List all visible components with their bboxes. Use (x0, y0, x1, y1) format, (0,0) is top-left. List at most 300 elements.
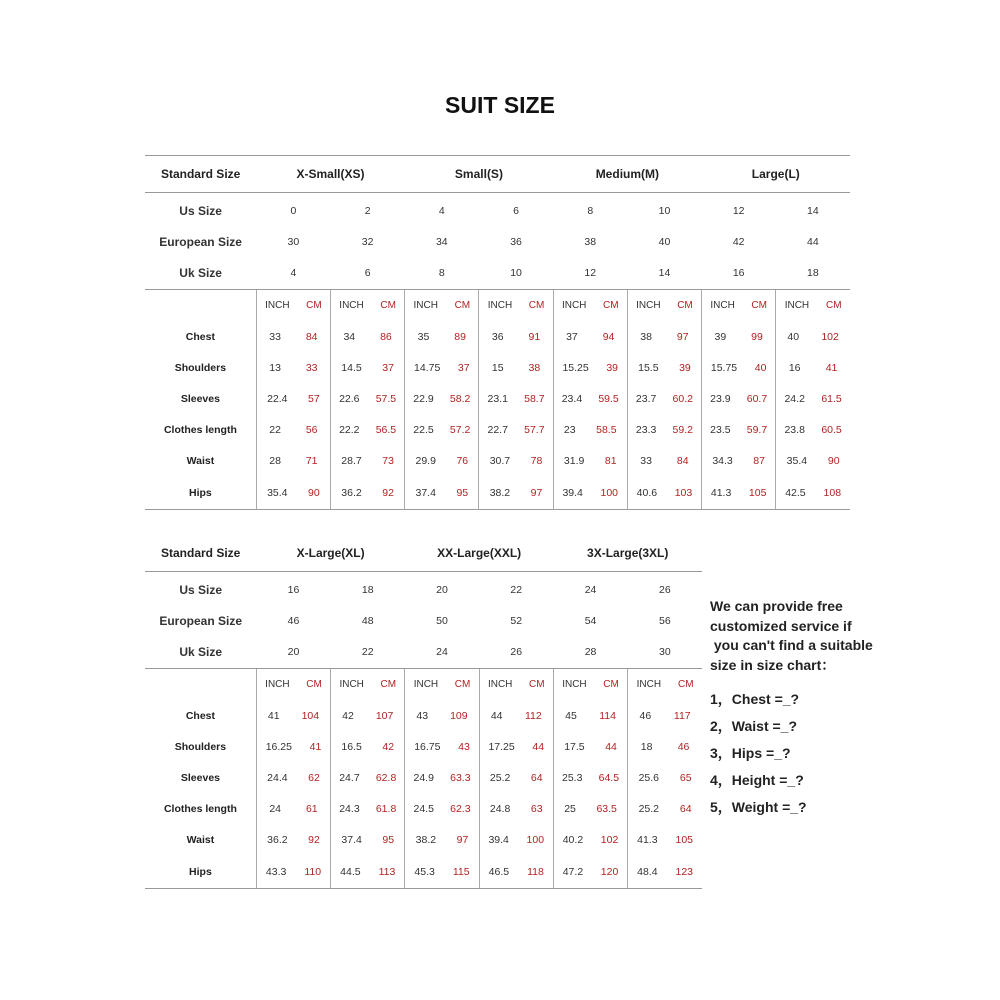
cm-value: 58.5 (596, 423, 617, 436)
uk-size-value: 24 (405, 636, 479, 669)
cm-unit-label: CM (454, 679, 471, 690)
us-size-value: 22 (510, 583, 523, 596)
measurement-pair (479, 855, 553, 889)
cm-value: 57.2 (449, 423, 471, 436)
uk-size-value: 10 (479, 257, 553, 290)
cm-value: 108 (823, 486, 842, 499)
european-size-value: 42 (732, 235, 745, 248)
request-item-height: 4，Height =_? (710, 772, 804, 788)
inch-value: 45 (565, 709, 577, 722)
measurement-pair (331, 383, 405, 414)
us-size-value: 24 (584, 583, 597, 596)
measurement-pair (627, 383, 701, 414)
measurement-pair (553, 414, 627, 445)
measurement-pair (553, 352, 627, 383)
unit-pair (331, 290, 405, 322)
inch-value: 38.2 (415, 833, 437, 846)
measurement-pair (405, 855, 479, 889)
inch-value: 34.3 (712, 454, 733, 467)
inch-value: 39.4 (562, 486, 583, 499)
inch-value: 34 (343, 330, 356, 343)
inch-value: 40.2 (562, 833, 584, 846)
inch-value: 33 (640, 454, 652, 467)
size-group-header-row (145, 156, 850, 193)
cm-unit-label: CM (529, 679, 545, 690)
cm-unit-label: CM (528, 300, 545, 311)
us-size-value: 16 (287, 583, 300, 596)
cm-value: 73 (382, 454, 394, 467)
measurement-pair (553, 762, 627, 793)
cm-value: 57.7 (524, 423, 545, 436)
uk-size-value: 28 (553, 636, 627, 669)
measurement-pair (553, 824, 627, 855)
measurement-pair (256, 414, 330, 445)
measurement-pair (553, 700, 627, 731)
inch-value: 16.5 (341, 740, 362, 753)
cm-unit-label: CM (306, 300, 322, 311)
measurement-pair (702, 383, 776, 414)
unit-pair (479, 290, 553, 322)
inch-value: 43.3 (265, 865, 287, 878)
cm-value: 57 (308, 392, 320, 405)
inch-value: 15.25 (562, 361, 589, 374)
unit-pair (553, 290, 627, 322)
cm-unit-label: CM (603, 679, 619, 690)
cm-value: 86 (380, 330, 392, 343)
cm-value: 104 (301, 709, 320, 722)
measurement-row (145, 793, 702, 824)
inch-value: 22 (269, 423, 281, 436)
uk-size-value: 30 (628, 636, 702, 669)
cm-unit-label: CM (380, 300, 396, 311)
cm-value: 95 (456, 486, 469, 499)
inch-value: 22.7 (487, 423, 508, 436)
measurement-pair (256, 352, 330, 383)
inch-value: 14.75 (414, 361, 441, 374)
measurement-pair (702, 445, 776, 476)
custom-service-note (710, 597, 873, 821)
measurement-pair (405, 445, 479, 476)
cm-value: 100 (600, 486, 619, 499)
cm-value: 60.5 (821, 423, 842, 436)
uk-size-value: 20 (256, 636, 330, 669)
inch-value: 38 (640, 330, 652, 343)
cm-value: 62 (308, 771, 320, 784)
measurement-pair (776, 445, 850, 476)
uk-size-value: 22 (331, 636, 405, 669)
inch-value: 23.4 (561, 392, 583, 405)
measurement-pair (405, 824, 479, 855)
size-group-label: X-Small(XS) (256, 156, 404, 193)
inch-value: 16.75 (414, 740, 441, 753)
inch-value: 17.25 (488, 740, 515, 753)
us-size-value: 12 (732, 204, 745, 217)
measurement-pair (256, 762, 330, 793)
measurement-pair (776, 383, 850, 414)
european-size-row (145, 605, 702, 636)
cm-value: 118 (527, 865, 544, 878)
us-size-value: 18 (361, 583, 374, 596)
inch-value: 38.2 (489, 486, 511, 499)
us-size-label: Us Size (179, 203, 222, 218)
cm-value: 60.7 (746, 392, 768, 405)
cm-value: 64 (679, 802, 692, 815)
uk-size-value: 8 (405, 257, 479, 290)
size-group-label: X-Large(XL) (256, 535, 405, 572)
cm-value: 89 (454, 330, 466, 343)
size-group-label: XX-Large(XXL) (405, 535, 554, 572)
cm-value: 57.5 (375, 392, 397, 405)
inch-value: 24.2 (784, 392, 805, 405)
cm-value: 109 (450, 709, 468, 722)
unit-pair (479, 669, 553, 701)
measurement-pair (702, 352, 776, 383)
inch-value: 15 (491, 361, 504, 374)
european-size-value: 46 (287, 614, 300, 627)
european-size-value: 54 (584, 614, 597, 627)
inch-value: 24.7 (339, 771, 360, 784)
inch-value: 46.5 (488, 865, 510, 878)
measurement-pair (553, 793, 627, 824)
measurement-row (145, 762, 702, 793)
measurement-row (145, 476, 850, 510)
cm-value: 90 (308, 486, 320, 499)
european-size-value: 38 (584, 235, 597, 248)
cm-value: 61.8 (375, 802, 397, 815)
inch-unit-label: INCH (265, 679, 290, 690)
measurement-name: Shoulders (174, 361, 227, 374)
inch-value: 24.3 (339, 802, 360, 815)
measurement-pair (628, 762, 702, 793)
measurement-pair (256, 445, 330, 476)
cm-value: 91 (528, 330, 541, 343)
inch-value: 31.9 (563, 454, 585, 467)
us-size-row (145, 572, 702, 606)
measurement-name: Hips (145, 855, 256, 889)
inch-value: 37.4 (415, 486, 436, 499)
cm-unit-label: CM (826, 300, 842, 311)
measurement-pair (331, 352, 405, 383)
european-size-value: 56 (658, 614, 671, 627)
measurement-request-list (710, 686, 870, 821)
cm-value: 41 (825, 361, 838, 374)
measurement-pair (776, 321, 850, 352)
measurement-pair (331, 731, 405, 762)
inch-value: 48.4 (637, 865, 658, 878)
cm-value: 56 (305, 423, 318, 436)
inch-value: 44.5 (340, 865, 361, 878)
european-size-row (145, 226, 850, 257)
cm-value: 63.3 (450, 771, 471, 784)
cm-value: 37 (457, 361, 470, 374)
inch-unit-label: INCH (710, 300, 735, 311)
inch-unit-label: INCH (487, 679, 513, 690)
measurement-pair (479, 476, 553, 510)
measurement-pair (331, 445, 405, 476)
european-size-value: 48 (361, 614, 374, 627)
cm-value: 42 (382, 740, 395, 753)
measurement-pair (331, 762, 405, 793)
uk-size-value: 26 (479, 636, 553, 669)
us-size-value: 14 (807, 204, 819, 217)
european-size-value: 36 (510, 235, 522, 248)
cm-value: 62.3 (450, 802, 471, 815)
cm-value: 46 (677, 740, 690, 753)
inch-unit-label: INCH (636, 300, 661, 311)
measurement-name: Shoulders (174, 740, 227, 753)
unit-pair (776, 290, 850, 322)
inch-value: 25.6 (638, 771, 660, 784)
cm-value: 112 (524, 709, 542, 722)
measurement-pair (256, 824, 330, 855)
inch-unit-label: INCH (265, 300, 290, 311)
cm-value: 90 (827, 454, 840, 467)
unit-pair (256, 290, 330, 322)
cm-value: 64 (530, 771, 543, 784)
cm-value: 110 (304, 865, 322, 878)
european-size-value: 44 (807, 235, 819, 248)
request-item-chest: 1，Chest =_? (710, 691, 800, 707)
european-size-label: European Size (159, 613, 243, 628)
inch-unit-label: INCH (561, 300, 587, 311)
unit-header-row (145, 290, 850, 322)
cm-value: 59.5 (598, 392, 619, 405)
measurement-pair (405, 731, 479, 762)
inch-value: 13 (269, 361, 281, 374)
inch-value: 41.3 (710, 486, 732, 499)
cm-value: 44 (532, 740, 545, 753)
measurement-pair (405, 414, 479, 445)
inch-value: 36.2 (267, 833, 288, 846)
inch-unit-label: INCH (636, 679, 662, 690)
inch-value: 36 (491, 330, 504, 343)
measurement-row (145, 321, 850, 352)
unit-pair (256, 669, 330, 701)
measurement-pair (627, 476, 701, 510)
us-size-value: 6 (513, 204, 519, 217)
measurement-pair (627, 414, 701, 445)
inch-value: 41.3 (637, 833, 658, 846)
size-group-header-row (145, 535, 702, 572)
inch-value: 42.5 (785, 486, 806, 499)
uk-size-value: 18 (776, 257, 850, 290)
cm-value: 97 (530, 486, 543, 499)
measurement-pair (553, 321, 627, 352)
cm-value: 41 (309, 740, 322, 753)
cm-value: 103 (674, 486, 693, 499)
inch-value: 23.5 (710, 423, 731, 436)
measurement-pair (479, 414, 553, 445)
measurement-pair (405, 793, 479, 824)
measurement-name: Waist (186, 833, 215, 846)
cm-value: 123 (675, 865, 694, 878)
unit-header-row (145, 669, 702, 701)
measurement-row (145, 352, 850, 383)
inch-value: 37.4 (341, 833, 362, 846)
measurement-pair (628, 855, 702, 889)
measurement-row (145, 700, 702, 731)
measurement-pair (553, 731, 627, 762)
european-size-value: 52 (510, 614, 523, 627)
cm-value: 71 (305, 454, 318, 467)
measurement-pair (331, 824, 405, 855)
us-size-label: Us Size (179, 582, 223, 597)
measurement-pair (702, 321, 776, 352)
uk-size-value: 16 (702, 257, 776, 290)
cm-value: 58.2 (449, 392, 471, 405)
inch-value: 23 (563, 423, 576, 436)
inch-value: 17.5 (564, 740, 585, 753)
unit-pair (331, 669, 405, 701)
inch-unit-label: INCH (413, 300, 438, 311)
measurement-pair (331, 476, 405, 510)
inch-value: 25.2 (489, 771, 511, 784)
note-line: customized service if (710, 617, 852, 634)
inch-value: 28.7 (341, 454, 362, 467)
inch-value: 47.2 (562, 865, 584, 878)
cm-value: 61.5 (821, 392, 842, 405)
unit-pair (628, 669, 702, 701)
inch-unit-label: INCH (413, 679, 439, 690)
cm-value: 78 (530, 454, 543, 467)
european-size-value: 34 (435, 235, 448, 248)
unit-row-spacer (145, 290, 256, 322)
measurement-pair (627, 352, 701, 383)
measurement-pair (479, 383, 553, 414)
size-group-label: Large(L) (702, 156, 850, 193)
size-group-label: 3X-Large(3XL) (553, 535, 702, 572)
measurement-pair (256, 793, 330, 824)
inch-value: 24.8 (489, 802, 511, 815)
inch-value: 15.75 (710, 361, 738, 374)
european-size-label: European Size (159, 234, 242, 249)
inch-value: 16.25 (265, 740, 292, 753)
measurement-pair (331, 414, 405, 445)
inch-value: 23.8 (784, 423, 805, 436)
cm-value: 56.5 (375, 423, 397, 436)
size-group-label: Medium(M) (553, 156, 701, 193)
inch-value: 24 (269, 802, 282, 815)
measurement-pair (331, 855, 405, 889)
measurement-pair (628, 824, 702, 855)
cm-value: 63.5 (596, 802, 617, 815)
cm-value: 44 (605, 740, 617, 753)
cm-unit-label: CM (306, 679, 322, 690)
measurement-pair (479, 793, 553, 824)
inch-value: 44 (490, 709, 503, 722)
measurement-pair (479, 731, 553, 762)
measurement-pair (553, 476, 627, 510)
measurement-pair (479, 762, 553, 793)
cm-value: 59.7 (746, 423, 768, 436)
standard-size-label: Standard Size (145, 535, 256, 572)
cm-value: 62.8 (375, 771, 397, 784)
inch-value: 22.9 (413, 392, 434, 405)
inch-value: 14.5 (341, 361, 362, 374)
measurement-pair (405, 700, 479, 731)
inch-unit-label: INCH (339, 679, 364, 690)
cm-unit-label: CM (454, 300, 471, 311)
inch-value: 23.9 (710, 392, 731, 405)
inch-value: 16 (788, 361, 801, 374)
cm-value: 76 (456, 454, 469, 467)
measurement-name: Clothes length (163, 423, 237, 436)
measurement-row (145, 731, 702, 762)
measurement-pair (628, 793, 702, 824)
measurement-pair (331, 793, 405, 824)
measurement-name: Waist (186, 454, 215, 467)
us-size-value: 10 (658, 204, 671, 217)
unit-pair (702, 290, 776, 322)
inch-value: 36.2 (341, 486, 362, 499)
cm-value: 37 (382, 361, 394, 374)
cm-value: 64.5 (598, 771, 620, 784)
measurement-pair (331, 321, 405, 352)
inch-unit-label: INCH (487, 300, 513, 311)
inch-value: 25 (564, 802, 576, 815)
uk-size-label: Uk Size (145, 257, 256, 290)
standard-size-label: Standard Size (145, 156, 256, 193)
uk-size-value: 6 (331, 257, 405, 290)
cm-value: 102 (600, 833, 619, 846)
measurement-row (145, 824, 702, 855)
cm-value: 84 (676, 454, 689, 467)
inch-value: 23.1 (487, 392, 508, 405)
measurement-pair (627, 321, 701, 352)
inch-value: 22.6 (339, 392, 360, 405)
inch-value: 22.4 (267, 392, 288, 405)
cm-value: 39 (679, 361, 691, 374)
cm-value: 120 (600, 865, 619, 878)
us-size-value: 2 (364, 204, 371, 217)
us-size-value: 0 (290, 204, 297, 217)
inch-value: 25.3 (562, 771, 583, 784)
cm-value: 100 (526, 833, 545, 846)
measurement-pair (405, 383, 479, 414)
cm-value: 92 (308, 833, 320, 846)
inch-value: 37 (566, 330, 578, 343)
unit-pair (553, 669, 627, 701)
cm-value: 113 (378, 865, 396, 878)
measurement-name: Sleeves (180, 771, 220, 784)
measurement-pair (331, 700, 405, 731)
inch-value: 45.3 (414, 865, 435, 878)
cm-value: 38 (528, 361, 541, 374)
inch-value: 22.5 (413, 423, 434, 436)
us-size-row (145, 193, 850, 227)
measurement-row (145, 383, 850, 414)
inch-unit-label: INCH (562, 679, 587, 690)
unit-pair (405, 290, 479, 322)
measurement-pair (479, 700, 553, 731)
cm-value: 40 (754, 361, 767, 374)
measurement-pair (702, 414, 776, 445)
measurement-pair (256, 700, 330, 731)
us-size-value: 26 (658, 583, 671, 596)
inch-value: 39.4 (488, 833, 509, 846)
cm-value: 61 (305, 802, 318, 815)
measurement-pair (405, 476, 479, 510)
inch-value: 46 (639, 709, 652, 722)
cm-value: 60.2 (672, 392, 693, 405)
inch-value: 30.7 (489, 454, 511, 467)
inch-value: 40.6 (636, 486, 658, 499)
cm-value: 39 (606, 361, 619, 374)
measurement-pair (256, 321, 330, 352)
cm-value: 58.7 (524, 392, 545, 405)
measurement-pair (405, 321, 479, 352)
cm-value: 94 (602, 330, 615, 343)
